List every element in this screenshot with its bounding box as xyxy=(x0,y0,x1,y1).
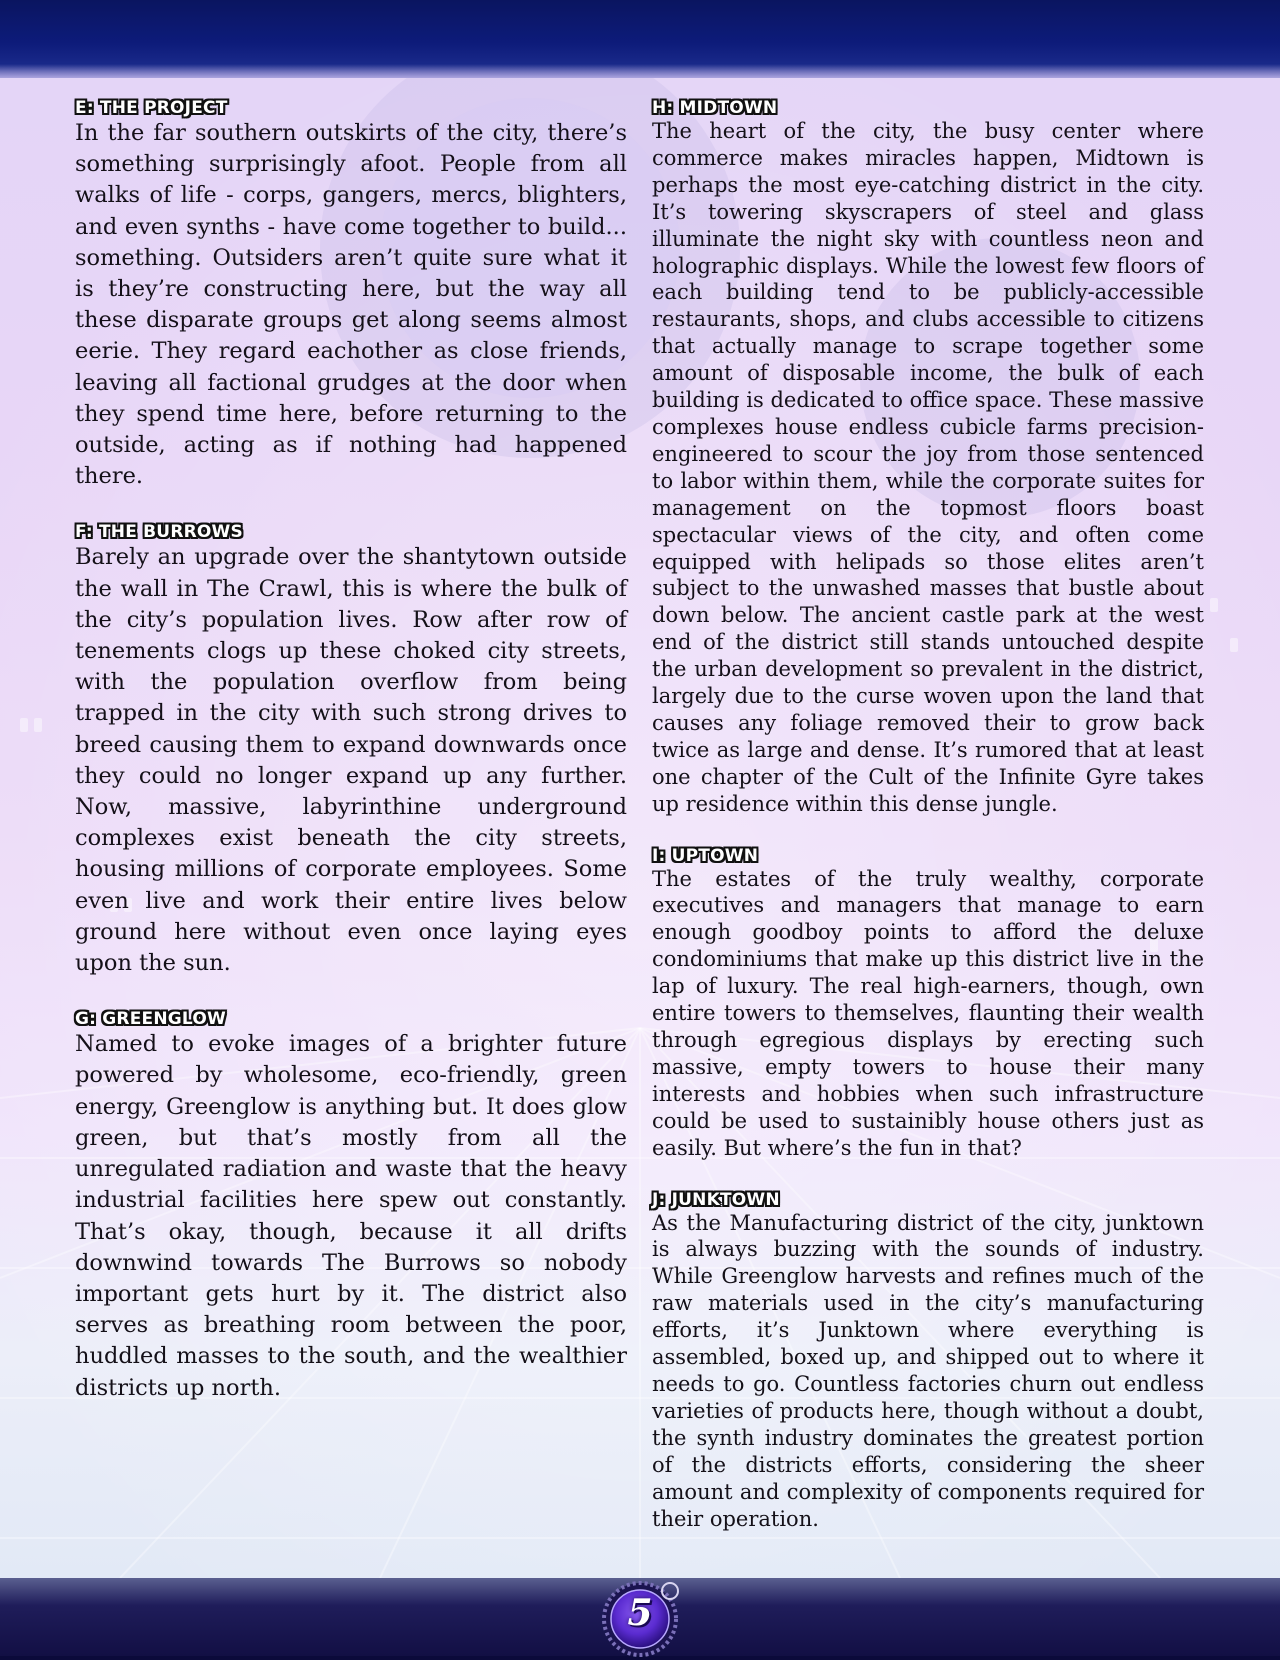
section-heading: H: MIDTOWN xyxy=(652,98,778,118)
section-body: Barely an upgrade over the shantytown outside the wall in The Crawl, this is where the bulk of the city’s population lives. Row after row of tenements clogs up these choked city streets, with the population overflow from being trapped in the city with such strong drives to breed causing them to expand downwards once they could no longer expand up any further. Now, massive, labyrinthine underground complexes exist beneath the city streets, housing millions of corporate employees. Some even live and work their entire lives below ground here without even once laying eyes upon the sun. xyxy=(75,544,627,977)
section-the-project xyxy=(75,98,627,492)
section-junktown xyxy=(652,1190,1204,1533)
section-heading: E: THE PROJECT xyxy=(75,98,228,118)
section-body: In the far southern outskirts of the city, there’s something surprisingly afoot. People from all walks of life - corps, gangers, mercs, blighters, and even synths - have come together to build... something. Outsiders aren’t quite sure what it is they’re constructing here, but the way all these disparate groups get along seems almost eerie. They regard eachother as close friends, leaving all factional grudges at the door when they spend time here, before returning to the outside, acting as if nothing had happened there. xyxy=(75,120,627,490)
page-number: 5 xyxy=(627,1592,653,1634)
section-greenglow xyxy=(75,1009,627,1403)
section-the-burrows xyxy=(75,522,627,979)
section-heading: I: UPTOWN xyxy=(652,845,759,866)
right-column xyxy=(652,98,1204,1560)
section-body: Named to evoke images of a brighter future powered by wholesome, eco-friendly, green energy, Greenglow is anything but. It does glow green, but that’s mostly from all the unregulated radiation and waste that the heavy industrial facilities here spew out constantly. That’s okay, though, because it all drifts downwind towards The Burrows so nobody important gets hurt by it. The district also serves as breathing room between the poor, huddled masses to the south, and the wealthier districts up north. xyxy=(75,1031,627,1401)
section-body: The estates of the truly wealthy, corporate executives and managers that manage to earn enough goodboy points to afford the deluxe condominiums that make up this district live in the lap of luxury. The real high-earners, though, own entire towers to themselves, flaunting their wealth through egregious displays by erecting such massive, empty towers to house their many interests and hobbies when such infrastructure could be used to sustainibly house others just as easily. But where’s the fun in that? xyxy=(652,866,1204,1160)
section-uptown xyxy=(652,846,1204,1162)
section-heading: J: JUNKTOWN xyxy=(652,1189,780,1210)
page-panel xyxy=(0,78,1280,1578)
top-banner xyxy=(0,0,1280,78)
section-heading: G: GREENGLOW xyxy=(75,1009,226,1030)
section-heading: F: THE BURROWS xyxy=(75,522,243,543)
section-body: The heart of the city, the busy center where commerce makes miracles happen, Midtown is perhaps the most eye-catching district in the city. It’s towering skyscrapers of steel and glass illuminate the night sky with countless neon and holographic displays. While the lowest few floors of each building tend to be publicly-accessible restaurants, shops, and clubs accessible to citizens that actually manage to scrape together some amount of disposable income, the bulk of each building is dedicated to office space. These massive complexes house endless cubicle farms precision-engineered to scour the joy from those sentenced to labor within them, while the corporate suites for management on the topmost floors boast spectacular views of the city, and often come equipped with helipads so those elites aren’t subject to the unwashed masses that bustle about down below. The ancient castle park at the west end of the district still stands untouched despite the urban development so prevalent in the district, largely due to the curse woven upon the land that causes any foliage removed their to grow back twice as large and dense. It’s rumored that at least one chapter of the Cult of the Infinite Gyre takes up residence within this dense jungle. xyxy=(652,119,1204,816)
section-midtown xyxy=(652,98,1204,818)
section-body: As the Manufacturing district of the city, junktown is always buzzing with the sounds of industry. While Greenglow harvests and refines much of the raw materials used in the city’s manufacturing efforts, it’s Junktown where everything is assembled, boxed up, and shipped out to where it needs to go. Countless factories churn out endless varieties of products here, though without a doubt, the synth industry dominates the greatest portion of the districts efforts, considering the sheer amount and complexity of components required for their operation. xyxy=(652,1210,1204,1531)
left-column xyxy=(75,98,627,1434)
